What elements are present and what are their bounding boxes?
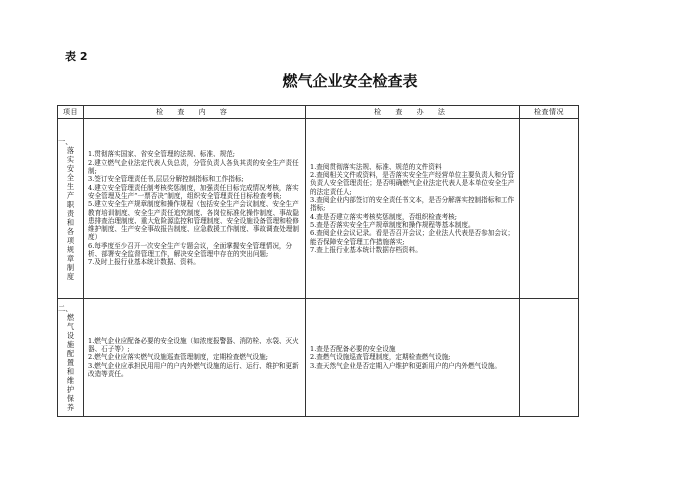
header-content: 检 查 内 容 <box>84 106 306 119</box>
category-number: 二、 <box>58 303 73 313</box>
content-cell <box>84 299 306 417</box>
list-item: 7.及时上报行业基本统计数据、资料。 <box>88 258 200 267</box>
status-cell <box>520 119 579 299</box>
header-status: 检查情况 <box>520 106 579 119</box>
list-item: 5.建立安全生产规章制度和操作规程（包括安全生产会议制度、安全生产教育培训制度、安全生产责任追究制度、各岗位标准化操作制度、事故隐患排查治理制度、重大危险源监控和管理制度、安全设施设备管理和检修维护制度、生产安全事故报告制度、应急救援工作制度、事故调查处理制度） <box>88 200 299 242</box>
status-cell <box>520 299 579 417</box>
list-item: 6.每季度至少召开一次安全生产专题会议，全面掌握安全管理情况，分析、部署安全监督管理工作，解决安全管理中存在的突出问题; <box>88 241 293 258</box>
list-item: 7.查上报行业基本统计数据存档资料。 <box>310 245 422 254</box>
table-row <box>58 119 579 299</box>
list-item: 2.燃气企业应落实燃气设施巡查管理制度，定期检查燃气设施; <box>88 353 268 362</box>
list-item: 2.查燃气设施巡查管理制度，定期检查燃气设施; <box>310 353 451 362</box>
category-number: 一、 <box>58 136 73 146</box>
document-title: 燃气企业安全检查表 <box>282 72 418 90</box>
content-cell <box>84 119 306 299</box>
content-list <box>84 147 305 269</box>
list-item: 6.查阅企业会议记录。看是否召开会议；企业法人代表是否参加会议；能否保障安全管理工作措施落实; <box>310 229 515 246</box>
category-cell <box>58 119 84 299</box>
header-item: 项目 <box>58 106 84 119</box>
list-item: 1.查阅贯彻落实法规、标准、规范的文件资料 <box>310 162 442 171</box>
header-method: 检 查 办 法 <box>306 106 520 119</box>
safety-inspection-table <box>57 105 579 417</box>
list-item: 1.贯彻落实国家、省安全管理的法规、标准、规范; <box>88 150 235 159</box>
list-item: 4.建立安全管理责任制考核奖惩制度，加强责任目标完成情况考核，落实安全管理及生产“一票否决”制度，组织安全管理责任目标检查考核; <box>88 183 299 200</box>
list-item: 3.查阅企业内部签订的安全责任书文本，是否分解落实控制指标和工作指标; <box>310 196 515 213</box>
list-item: 3.燃气企业应承担民用用户的户内外燃气设施的运行、运行、维护和更新改造等责任。 <box>88 361 299 378</box>
category-cell <box>58 299 84 417</box>
table-row <box>58 299 579 417</box>
list-item: 3.查天然气企业是否定期入户维护和更新用户的户内外燃气设施。 <box>310 361 501 370</box>
list-item: 5.查是否落实安全生产规章制度和操作规程等基本制度。 <box>310 220 475 229</box>
category-name: 燃气设施配置和维护保养 <box>66 312 75 412</box>
method-cell <box>306 299 520 417</box>
header-row <box>58 106 579 119</box>
list-item: 2.查阅相关文件或资料，是否落实安全生产经营单位主要负责人和分管负责人安全管理责任；是否明确燃气企业法定代表人是本单位安全生产的法定责任人; <box>310 171 515 196</box>
table-number: 表 2 <box>65 50 88 63</box>
list-item: 2.建立燃气企业法定代表人负总责，分管负责人各负其责的安全生产责任制; <box>88 158 299 176</box>
list-item: 4.查是否建立落实考核奖惩制度，否组织检查考核; <box>310 212 457 221</box>
method-cell <box>306 119 520 299</box>
category-name: 落实安全生产职责和各项规章制度 <box>66 145 75 281</box>
list-item: 1.查是否配备必要的安全设施 <box>310 345 396 354</box>
method-list <box>306 342 519 373</box>
list-item: 3.签订安全管理责任书,层层分解控制指标和工作指标; <box>88 175 244 184</box>
list-item: 1.燃气企业应配备必要的安全设施（如浓度报警器、消防栓、水袋、灭火器、石子等）; <box>88 336 299 354</box>
content-list <box>84 334 305 381</box>
method-list <box>306 160 519 257</box>
